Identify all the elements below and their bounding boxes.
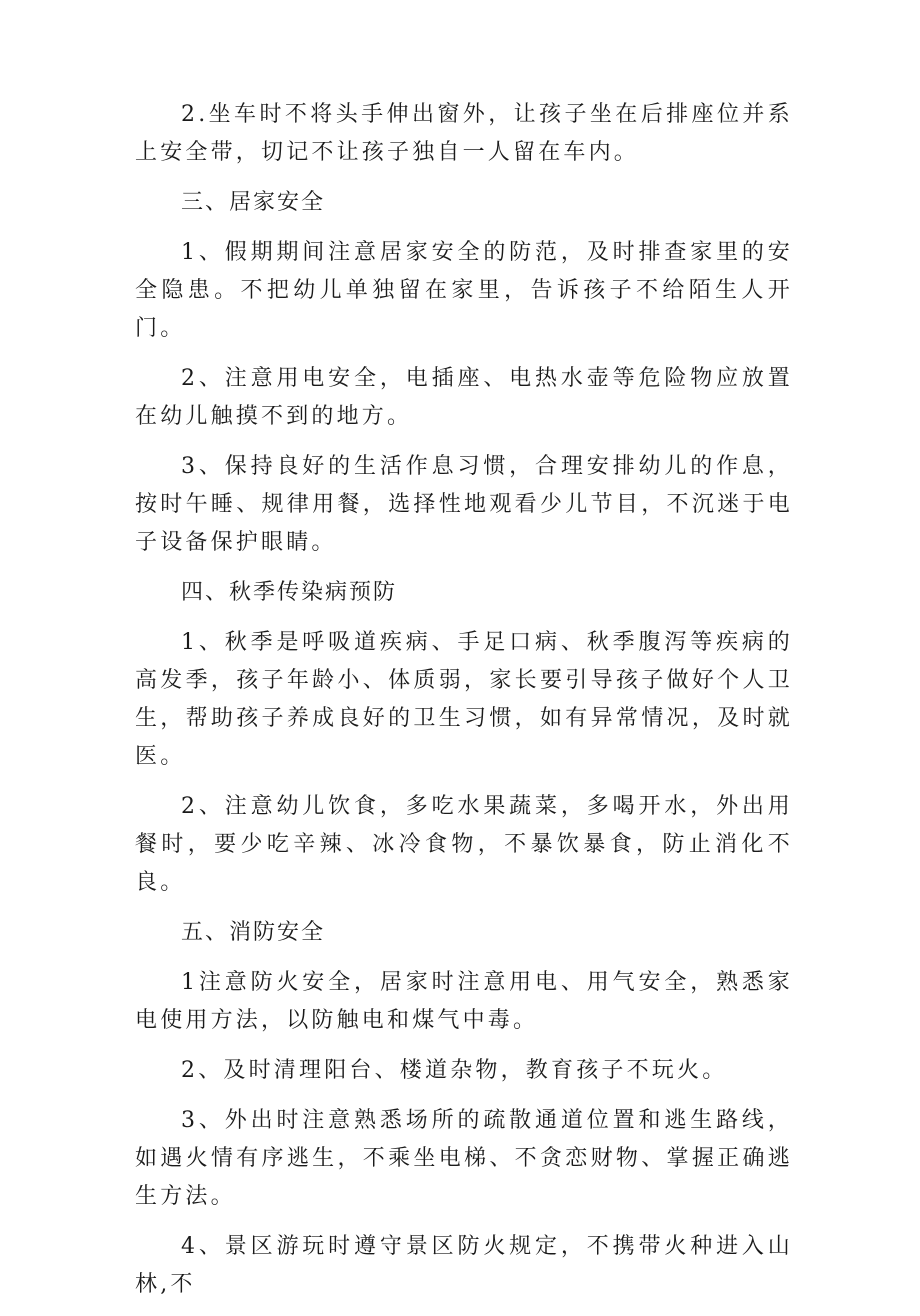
paragraph-fire-safety-1: 1注意防火安全，居家时注意用电、用气安全，熟悉家电使用方法，以防触电和煤气中毒。 xyxy=(135,970,793,1033)
paragraph-fire-safety-4: 4、景区游玩时遵守景区防火规定，不携带火种进入山林,不 xyxy=(135,1234,793,1297)
document-body xyxy=(135,96,793,1316)
paragraph-autumn-disease-1: 1、秋季是呼吸道疾病、手足口病、秋季腹泻等疾病的高发季，孩子年龄小、体质弱，家长要引导孩子做好个人卫生，帮助孩子养成良好的卫生习惯，如有异常情况，及时就医。 xyxy=(135,630,793,769)
heading-autumn-disease: 四、秋季传染病预防 xyxy=(181,580,398,605)
heading-home-safety: 三、居家安全 xyxy=(181,190,326,215)
heading-fire-safety: 五、消防安全 xyxy=(181,920,326,945)
paragraph-car-safety-2: 2.坐车时不将头手伸出窗外，让孩子坐在后排座位并系上安全带，切记不让孩子独自一人留在车内。 xyxy=(135,102,793,165)
paragraph-home-safety-3: 3、保持良好的生活作息习惯，合理安排幼儿的作息，按时午睡、规律用餐，选择性地观看少儿节目，不沉迷于电子设备保护眼睛。 xyxy=(135,454,793,555)
paragraph-autumn-disease-2: 2、注意幼儿饮食，多吃水果蔬菜，多喝开水，外出用餐时，要少吃辛辣、冰冷食物，不暴饮暴食，防止消化不良。 xyxy=(135,794,793,895)
paragraph-fire-safety-3: 3、外出时注意熟悉场所的疏散通道位置和逃生路线，如遇火情有序逃生，不乘坐电梯、不贪恋财物、掌握正确逃生方法。 xyxy=(135,1108,793,1209)
paragraph-home-safety-1: 1、假期期间注意居家安全的防范，及时排查家里的安全隐患。不把幼儿单独留在家里，告诉孩子不给陌生人开门。 xyxy=(135,240,793,341)
paragraph-fire-safety-2: 2、及时清理阳台、楼道杂物，教育孩子不玩火。 xyxy=(181,1058,728,1083)
paragraph-home-safety-2: 2、注意用电安全，电插座、电热水壶等危险物应放置在幼儿触摸不到的地方。 xyxy=(135,366,793,429)
